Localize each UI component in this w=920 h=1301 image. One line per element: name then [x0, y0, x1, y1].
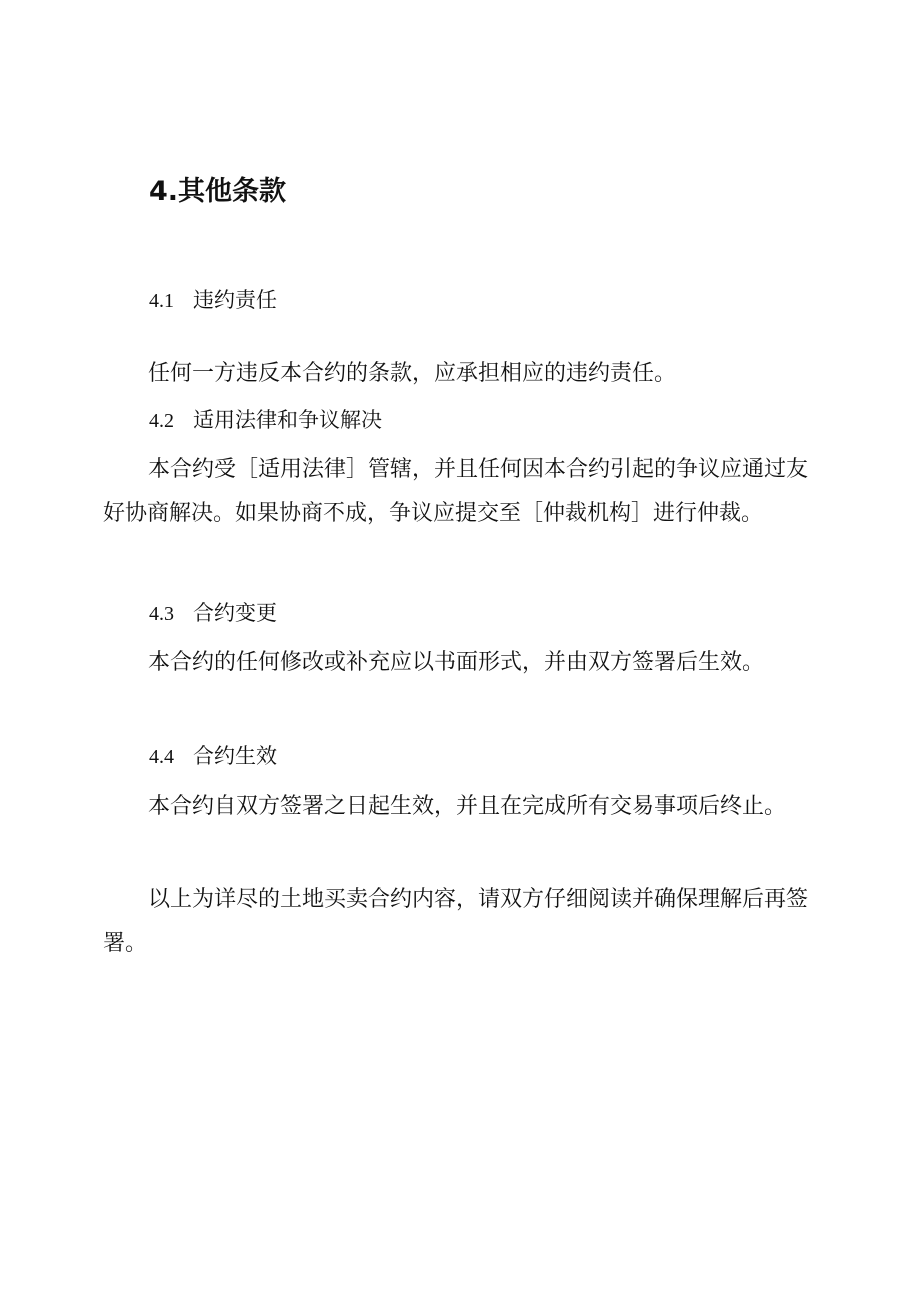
clause-number: 4.1: [149, 290, 174, 312]
closing-text: 以上为详尽的土地买卖合约内容，请双方仔细阅读并确保理解后再签署。: [103, 887, 809, 956]
section-title: 4.其他条款: [149, 176, 287, 207]
clause-heading-4-3: [149, 598, 277, 629]
clause-title: 适用法律和争议解决: [193, 408, 382, 432]
clause-heading-4-1: [149, 285, 277, 316]
clause-heading-4-4: [149, 741, 277, 772]
clause-number: 4.2: [149, 410, 174, 432]
clause-text-4-3: 本合约的任何修改或补充应以书面形式，并由双方签署后生效。: [148, 650, 765, 675]
clause-title: 合约生效: [193, 744, 277, 768]
clause-text-4-4: 本合约自双方签署之日起生效，并且在完成所有交易事项后终止。: [148, 794, 787, 819]
clause-text-4-2: 本合约受［适用法律］管辖，并且任何因本合约引起的争议应通过友好协商解决。如果协商不成，争议应提交至［仲裁机构］进行仲裁。: [103, 457, 809, 526]
clause-title: 违约责任: [193, 288, 277, 312]
clause-text-4-1: 任何一方违反本合约的条款，应承担相应的违约责任。: [148, 361, 677, 386]
clause-heading-4-2: [149, 405, 382, 436]
clause-title: 合约变更: [193, 601, 277, 625]
clause-number: 4.3: [149, 603, 174, 625]
clause-number: 4.4: [149, 746, 174, 768]
